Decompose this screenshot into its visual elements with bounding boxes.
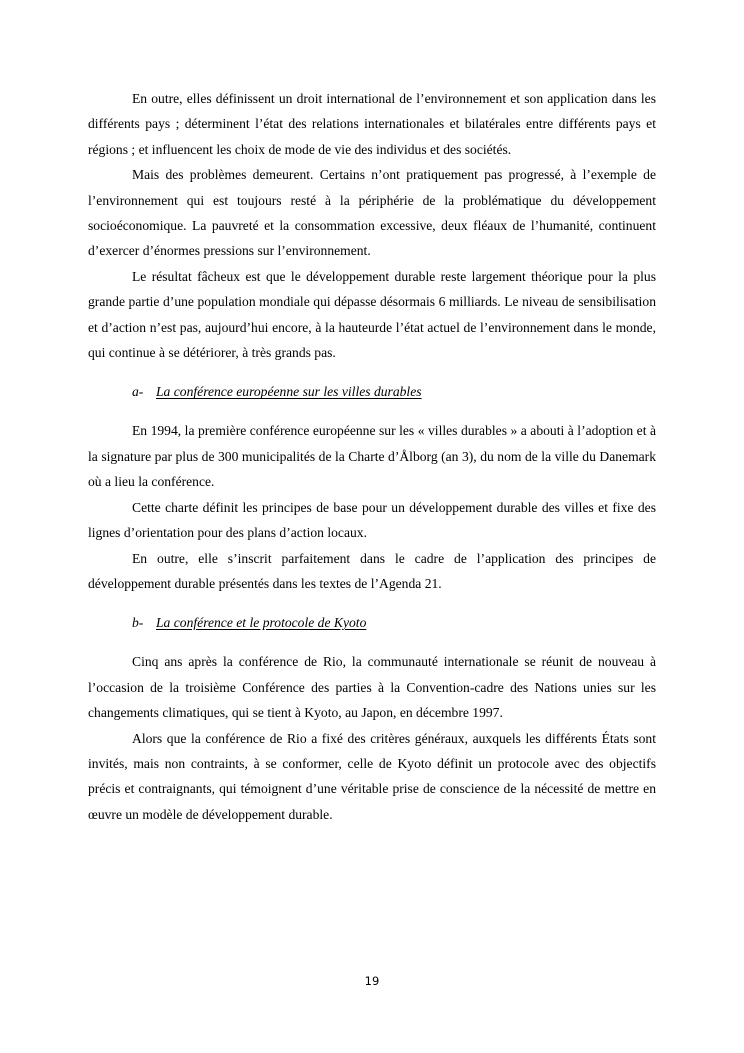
- paragraph-intro-1: En outre, elles définissent un droit international de l’environnement et son application dans les différents pays ; déterminent l’état des relations internationales et bilatérales entre différents pays et régions ; et influencent les choix de mode de vie des individus et des sociétés.: [88, 91, 656, 157]
- section-b-paragraph-1: Cinq ans après la conférence de Rio, la communauté internationale se réunit de nouveau à l’occasion de la troisième Conférence des parties à la Convention-cadre des Nations unies sur les changements climatiques, qui se tient à Kyoto, au Japon, en décembre 1997.: [88, 654, 656, 721]
- section-b-heading: [132, 610, 656, 635]
- section-a-paragraph-1: En 1994, la première conférence européenne sur les « villes durables » a abouti à l’adoption et à la signature par plus de 300 municipalités de la Charte d’Ålborg (an 3), du nom de la ville du Danemark où a lieu la conférence.: [88, 423, 656, 490]
- section-a-letter: a-: [132, 384, 144, 400]
- section-b-title: La conférence et le protocole de Kyoto: [156, 615, 367, 631]
- paragraph-intro-3: Le résultat fâcheux est que le développement durable reste largement théorique pour la plus grande partie d’une population mondiale qui dépasse désormais 6 milliards. Le niveau de sensibilisation et d’action n’est pas, aujourd’hui encore, à la hauteurde l’état actuel de l’environnement dans le monde, qui continue à se détériorer, à très grands pas.: [88, 268, 656, 361]
- document-page: [88, 86, 656, 827]
- section-a-paragraph-2: Cette charte définit les principes de base pour un développement durable des villes et fixe des lignes d’orientation pour des plans d’action locaux.: [88, 499, 656, 541]
- section-a-title: La conférence européenne sur les villes durables: [156, 384, 422, 400]
- section-a-heading: [132, 379, 656, 404]
- section-a-paragraph-3: En outre, elle s’inscrit parfaitement dans le cadre de l’application des principes de développement durable présentés dans les textes de l’Agenda 21.: [88, 550, 656, 591]
- page-number: 19: [364, 974, 380, 988]
- section-b-letter: b-: [132, 615, 144, 631]
- section-b-paragraph-2: Alors que la conférence de Rio a fixé des critères généraux, auxquels les différents États sont invités, mais non contraints, à se conformer, celle de Kyoto définit un protocole avec des objectifs précis et contraignants, qui témoignent d’une véritable prise de conscience de la nécessité de mettre en œuvre un modèle de développement durable.: [88, 730, 656, 822]
- paragraph-intro-2: Mais des problèmes demeurent. Certains n’ont pratiquement pas progressé, à l’exemple de l’environnement qui est toujours resté à la périphérie de la problématique du développement socioéconomique. La pauvreté et la consommation excessive, deux fléaux de l’humanité, continuent d’exercer d’énormes pressions sur l’environnement.: [88, 167, 656, 259]
